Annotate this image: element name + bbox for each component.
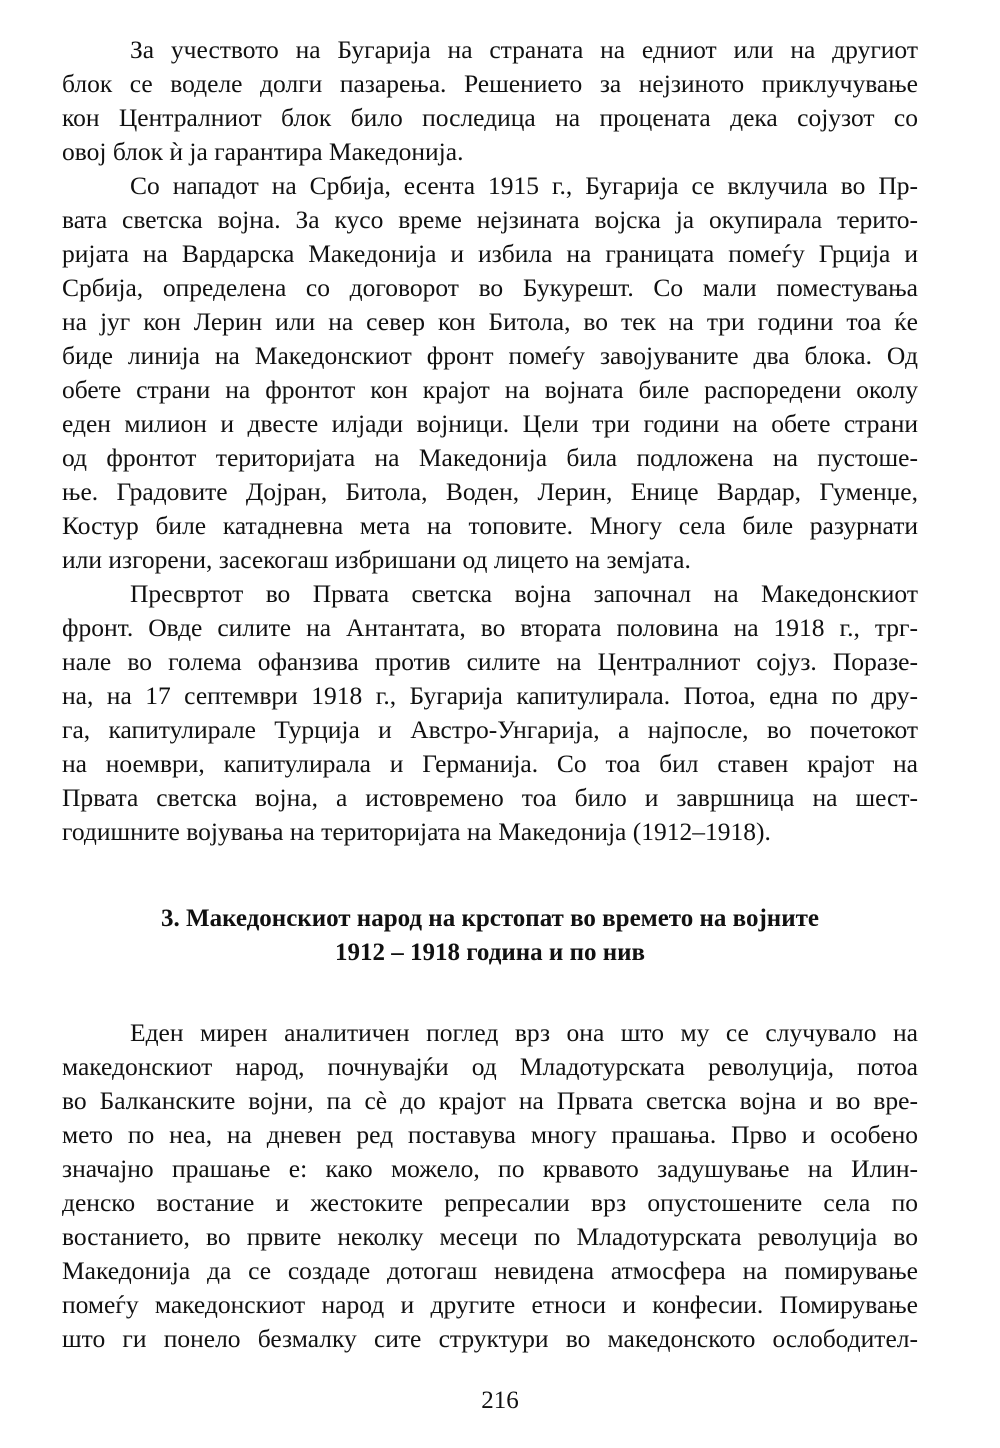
text-line: од фронтот територијата на Македонија била подложена на пустоше- xyxy=(62,443,918,472)
text-line: денско востание и жестоките репресалии врз опустошените села по xyxy=(62,1188,918,1217)
text-line: га, капитулирале Турција и Австро-Унгарија, а најпосле, во почетокот xyxy=(62,715,918,744)
text-line: За учеството на Бугарија на страната на едниот или на другиот xyxy=(130,35,918,64)
text-line: Првата светска војна, а истовремено тоа било и завршница на шест- xyxy=(62,783,918,812)
text-line: овој блок ѝ ја гарантира Македонија. xyxy=(62,137,464,166)
text-line: или изгорени, засекогаш избришани од лицето на земјата. xyxy=(62,545,691,574)
text-line: Костур биле катадневна мета на топовите. Многу села биле разурнати xyxy=(62,511,918,540)
text-line: Македонија да се создаде дотогаш невидена атмосфера на помирување xyxy=(62,1256,918,1285)
text-line: блок се воделе долги пазарења. Решението за нејзиното приклучување xyxy=(62,69,918,98)
text-line: значајно прашање е: како можело, по крвавото задушување на Илин- xyxy=(62,1154,918,1183)
text-line: еден милион и двесте илјади војници. Цели три години на обете страни xyxy=(62,409,918,438)
text-line: мето по неа, на дневен ред поставува многу прашања. Прво и особено xyxy=(62,1120,918,1149)
text-line: ријата на Вардарска Македонија и избила на границата помеѓу Грција и xyxy=(62,239,918,268)
text-line: на ноември, капитулирала и Германија. Со тоа бил ставен крајот на xyxy=(62,749,918,778)
text-line: кон Централниот блок било последица на процената дека сојузот со xyxy=(62,103,918,132)
text-line: што ги понело безмалку сите структури во македонското ослободител- xyxy=(62,1324,918,1353)
text-line: на, на 17 септември 1918 г., Бугарија капитулирала. Потоа, една по дру- xyxy=(62,681,918,710)
text-line: годишните војувања на територијата на Македонија (1912–1918). xyxy=(62,817,771,846)
text-line: нале во голема офанзива против силите на Централниот сојуз. Поразе- xyxy=(62,647,918,676)
text-line: обете страни на фронтот кон крајот на војната биле распоредени околу xyxy=(62,375,918,404)
text-line: во Балканските војни, па сè до крајот на Првата светска војна и во вре- xyxy=(62,1086,918,1115)
text-line: помеѓу македонскиот народ и другите етноси и конфесии. Помирување xyxy=(62,1290,918,1319)
text-line: Со нападот на Србија, есента 1915 г., Бугарија се вклучила во Пр- xyxy=(130,171,918,200)
text-line: Еден мирен аналитичен поглед врз она што му се случувало на xyxy=(130,1018,918,1047)
text-line: на југ кон Лерин или на север кон Битола, во тек на три години тоа ќе xyxy=(62,307,918,336)
text-line: ње. Градовите Дојран, Битола, Воден, Лерин, Еницe Вардар, Гуменџе, xyxy=(62,477,918,506)
section-heading-line-2: 1912 – 1918 година и по нив xyxy=(334,939,646,966)
section-heading-line-1: 3. Македонскиот народ на крстопат во времето на војните xyxy=(161,905,819,932)
text-line: востанието, во првите неколку месеци по Младотурската револуција во xyxy=(62,1222,918,1251)
text-line: вата светска војна. За кусо време нејзината војска ја окупирала терито- xyxy=(62,205,918,234)
text-line: Србија, определена со договорот во Букурешт. Со мали поместувања xyxy=(62,273,918,302)
text-line: Пресвртот во Првата светска војна започнал на Македонскиот xyxy=(130,579,918,608)
page-number: 216 xyxy=(481,1387,519,1414)
text-line: фронт. Овде силите на Антантата, во втората половина на 1918 г., трг- xyxy=(62,613,918,642)
text-line: биде линија на Македонскиот фронт помеѓу завојуваните два блока. Од xyxy=(62,341,918,370)
text-line: македонскиот народ, почнувајќи од Младотурската револуција, потоа xyxy=(62,1052,918,1081)
